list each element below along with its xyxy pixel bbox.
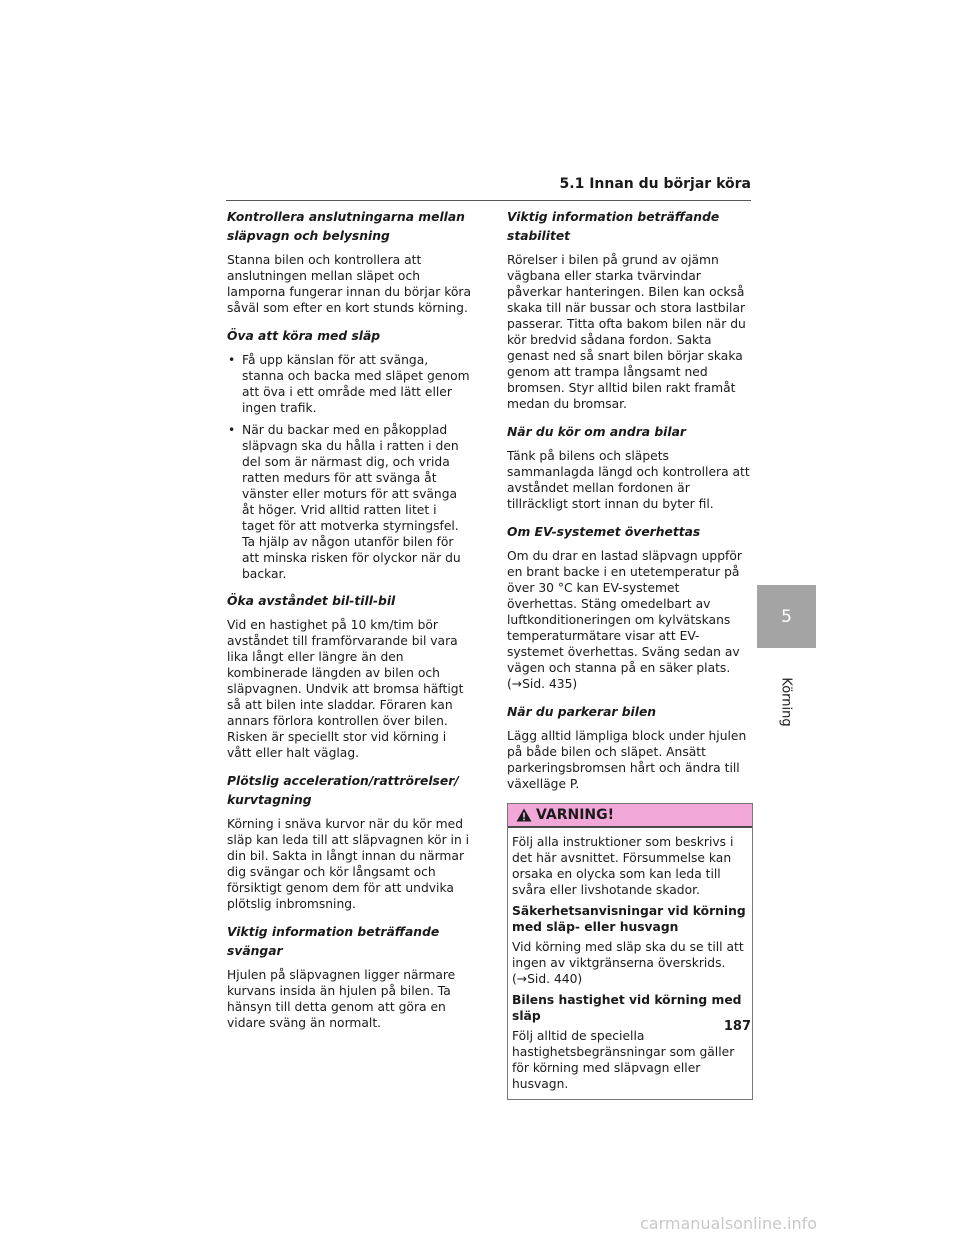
heading-distance: Öka avståndet bil-till-bil: [227, 594, 396, 608]
heading-stability: Viktig information beträffande stabilitet: [507, 210, 720, 243]
list-item: • Få upp känslan för att svänga, stanna och backa med släpet genom att öva i ett område med lätt eller ingen trafik.: [227, 352, 472, 416]
warning-body: [508, 828, 752, 1099]
list-item: • När du backar med en påkopplad släpvagn ska du hålla i ratten i den del som är närmast dig, och vrida ratten medurs för att svänga åt vänster eller moturs för att svänga åt höger. Vrid alltid ratten litet i taget för att motverka styrningsfel. Ta hjälp av någon utanför bilen för att minska risken för olyckor när du backar.: [227, 422, 472, 582]
warning-sub-body: Följ alltid de speciella hastighetsbegränsningar som gäller för körning med släpvagn eller husvagn.: [512, 1029, 735, 1091]
heading-overheating: Om EV-systemet överhettas: [507, 525, 701, 539]
heading-overtaking: När du kör om andra bilar: [507, 425, 686, 439]
warning-box: [507, 803, 753, 1100]
practice-list: [227, 352, 472, 582]
body-stability: Rörelser i bilen på grund av ojämn vägbana eller starka tvärvindar påverkar hanteringen. Bilen kan också skaka till när bussar och stora lastbilar passerar. Titta ofta bakom bilen när du kör bredvid sådana fordon. Sakta genast ned så snart bilen börjar skaka genom att trampa långsamt ned bromsen. Styr alltid bilen rakt framåt medan du bromsar.: [507, 253, 746, 411]
page-number: 187: [723, 1019, 751, 1034]
warning-triangle-icon: [516, 808, 532, 822]
body-acceleration: Körning i snäva kurvor när du kör med släp kan leda till att släpvagnen kör in i din bil. Sakta in långt innan du närmar dig svängar och kör långsamt och försiktigt genom dem för att undvika plötslig inbromsning.: [227, 817, 470, 911]
warning-intro: Följ alla instruktioner som beskrivs i det här avsnittet. Försummelse kan orsaka en olycka som kan leda till svåra eller livshotande skador.: [512, 835, 734, 897]
chapter-label: Körning: [778, 677, 794, 727]
header-rule: [226, 200, 751, 201]
body-overheating: Om du drar en lastad släpvagn uppför en brant backe i en utetemperatur på över 30 °C kan EV-systemet överhettas. Stäng omedelbart av luftkonditioneringen om kylvätskans temperaturmätare visar att EV-systemet överhettas. Sväng sedan av vägen och stanna på en säker plats. (→Sid. 435): [507, 549, 742, 691]
right-column: [507, 208, 753, 1100]
section-title: 5.1 Innan du börjar köra: [559, 176, 751, 192]
warning-header: [508, 804, 752, 828]
warning-sub-heading: Säkerhetsanvisningar vid körning med släp- eller husvagn: [512, 904, 746, 934]
chapter-tab: [757, 585, 816, 648]
body-connections: Stanna bilen och kontrollera att anslutningen mellan släpet och lamporna fungerar innan du börjar köra såväl som efter en kort stunds körning.: [227, 253, 472, 315]
heading-acceleration: Plötslig acceleration/rattrörelser/ kurvtagning: [227, 774, 459, 807]
heading-practice: Öva att köra med släp: [227, 329, 381, 343]
body-overtaking: Tänk på bilens och släpets sammanlagda längd och kontrollera att avståndet mellan fordonen är tillräckligt stort innan du byter fil.: [507, 449, 750, 511]
body-turns: Hjulen på släpvagnen ligger närmare kurvans insida än hjulen på bilen. Ta hänsyn till detta genom att göra en vidare sväng än normalt.: [227, 968, 456, 1030]
heading-turns: Viktig information beträffande svängar: [227, 925, 440, 958]
body-distance: Vid en hastighet på 10 km/tim bör avståndet till framförvarande bil vara lika långt eller längre än den kombinerade längden av bilen och släpvagnen. Undvik att bromsa häftigt så att bilen inte sladdar. Föraren kan annars förlora kontrollen över bilen. Risken är speciellt stor vid körning i vått eller halt väglag.: [227, 618, 464, 760]
heading-connections: Kontrollera anslutningarna mellan släpvagn och belysning: [227, 210, 465, 243]
body-parking: Lägg alltid lämpliga block under hjulen på både bilen och släpet. Ansätt parkeringsbromsen hårt och ändra till växelläge P.: [507, 729, 747, 791]
warning-sub-body: Vid körning med släp ska du se till att ingen av viktgränserna överskrids. (→Sid. 440): [512, 940, 744, 986]
warning-sub-heading: Bilens hastighet vid körning med släp: [512, 993, 742, 1023]
watermark: carmanualsonline.info: [640, 1214, 818, 1233]
heading-parking: När du parkerar bilen: [507, 705, 657, 719]
chapter-number: 5: [781, 606, 792, 627]
left-column: [227, 208, 472, 1042]
warning-title: VARNING!: [536, 807, 615, 823]
